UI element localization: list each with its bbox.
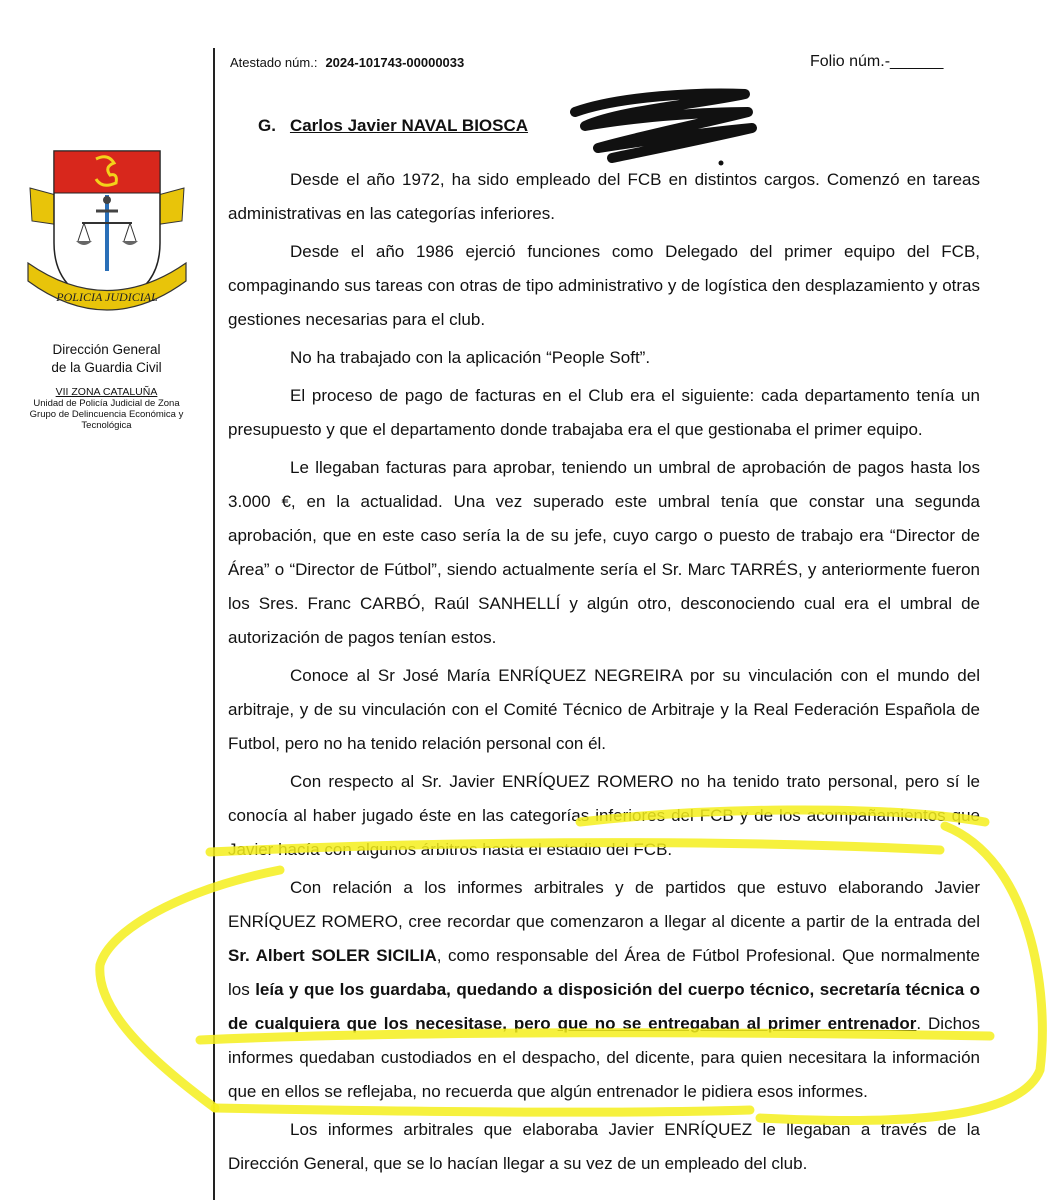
paragraph-3: No ha trabajado con la aplicación “People Soft”. xyxy=(290,348,651,367)
zone-line-2: Grupo de Delincuencia Económica y xyxy=(29,409,184,420)
section-letter: G. xyxy=(258,116,276,135)
paragraph-2: Desde el año 1986 ejerció funciones como Delegado del primer equipo del FCB, compaginando sus tareas con otras de tipo administrativo y de logística den desplazamiento y otras gestiones necesarias para el club. xyxy=(228,242,980,329)
paragraph-9: Los informes arbitrales que elaboraba Javier ENRÍQUEZ le llegaban a través de la Dirección General, que se lo hacían llegar a su vez de un empleado del club. xyxy=(228,1120,980,1173)
document-body xyxy=(228,163,980,1185)
paragraph-8 xyxy=(228,871,980,1109)
paragraph-7: Con respecto al Sr. Javier ENRÍQUEZ ROMERO no ha tenido trato personal, pero sí le conocía al haber jugado éste en las categorías inferiores del FCB y de los acompañamientos que Javier hacía con algunos árbitros hasta el estadio del FCB. xyxy=(228,772,980,859)
paragraph-5: Le llegaban facturas para aprobar, teniendo un umbral de aprobación de pagos hasta los 3.000 €, en la actualidad. Una vez superado este umbral tenía que constar una segunda aprobación, que en este caso sería la de su jefe, cuyo cargo o puesto de trabajo era “Director de Área” o “Director de Fútbol”, siendo actualmente sería el Sr. Marc TARRÉS, y anteriormente fueron los Sres. Franc CARBÓ, Raúl SANHELLÍ y algún otro, desconociendo cual era el umbral de autorización de pagos tenían estos. xyxy=(228,458,980,647)
emblem-text: POLICIA JUDICIAL xyxy=(56,290,158,304)
p8-text-a: Con relación a los informes arbitrales y de partidos que estuvo elaborando Javier ENRÍQUEZ ROMERO, cree recordar que comenzaron a llegar al dicente a partir de la entrada del xyxy=(228,878,980,931)
zone-info xyxy=(0,387,213,431)
zone-line-1: Unidad de Policía Judicial de Zona xyxy=(33,398,180,409)
p8-bold-statement: leía y que los guardaba, quedando a disposición del cuerpo técnico, secretaría técnica o de cualquiera que los necesitase, pero xyxy=(228,980,980,1033)
agency-line-1: Dirección General xyxy=(52,342,161,357)
p8-text-c: , como responsable del Área de Fútbol Profesional. Que normalmente los xyxy=(228,946,980,999)
folio-number: Folio núm.-______ xyxy=(810,53,944,70)
p8-underlined-statement: que no se entregaban al primer entrenador xyxy=(557,1014,917,1033)
margin-divider xyxy=(213,48,215,1200)
atestado-number: 2024-101743-00000033 xyxy=(325,55,465,70)
zone-line-3: Tecnológica xyxy=(81,420,132,431)
paragraph-1: Desde el año 1972, ha sido empleado del FCB en distintos cargos. Comenzó en tareas administrativas en las categorías inferiores. xyxy=(228,170,980,223)
paragraph-4: El proceso de pago de facturas en el Club era el siguiente: cada departamento tenía un presupuesto y que el departamento donde trabajaba era el que gestionaba el primer equipo. xyxy=(228,386,980,439)
p8-bold-name: Sr. Albert SOLER SICILIA xyxy=(228,946,437,965)
p8-text-f: . Dichos informes quedaban custodiados en el despacho, del dicente, para quien necesitara la información que en ellos se reflejaba, no recuerda que algún entrenador le pidiera esos informes. xyxy=(228,1014,980,1101)
agency-name xyxy=(0,341,213,377)
agency-line-2: de la Guardia Civil xyxy=(51,360,162,375)
person-name: Carlos Javier NAVAL BIOSCA xyxy=(289,116,529,135)
zone-title: VII ZONA CATALUÑA xyxy=(55,386,158,398)
atestado-label: Atestado núm.: xyxy=(230,55,318,70)
paragraph-6: Conoce al Sr José María ENRÍQUEZ NEGREIRA por su vinculación con el mundo del arbitraje, y de su vinculación con el Comité Técnico de Arbitraje y la Real Federación Española de Futbol, pero no ha tenido relación personal con él. xyxy=(228,666,980,753)
